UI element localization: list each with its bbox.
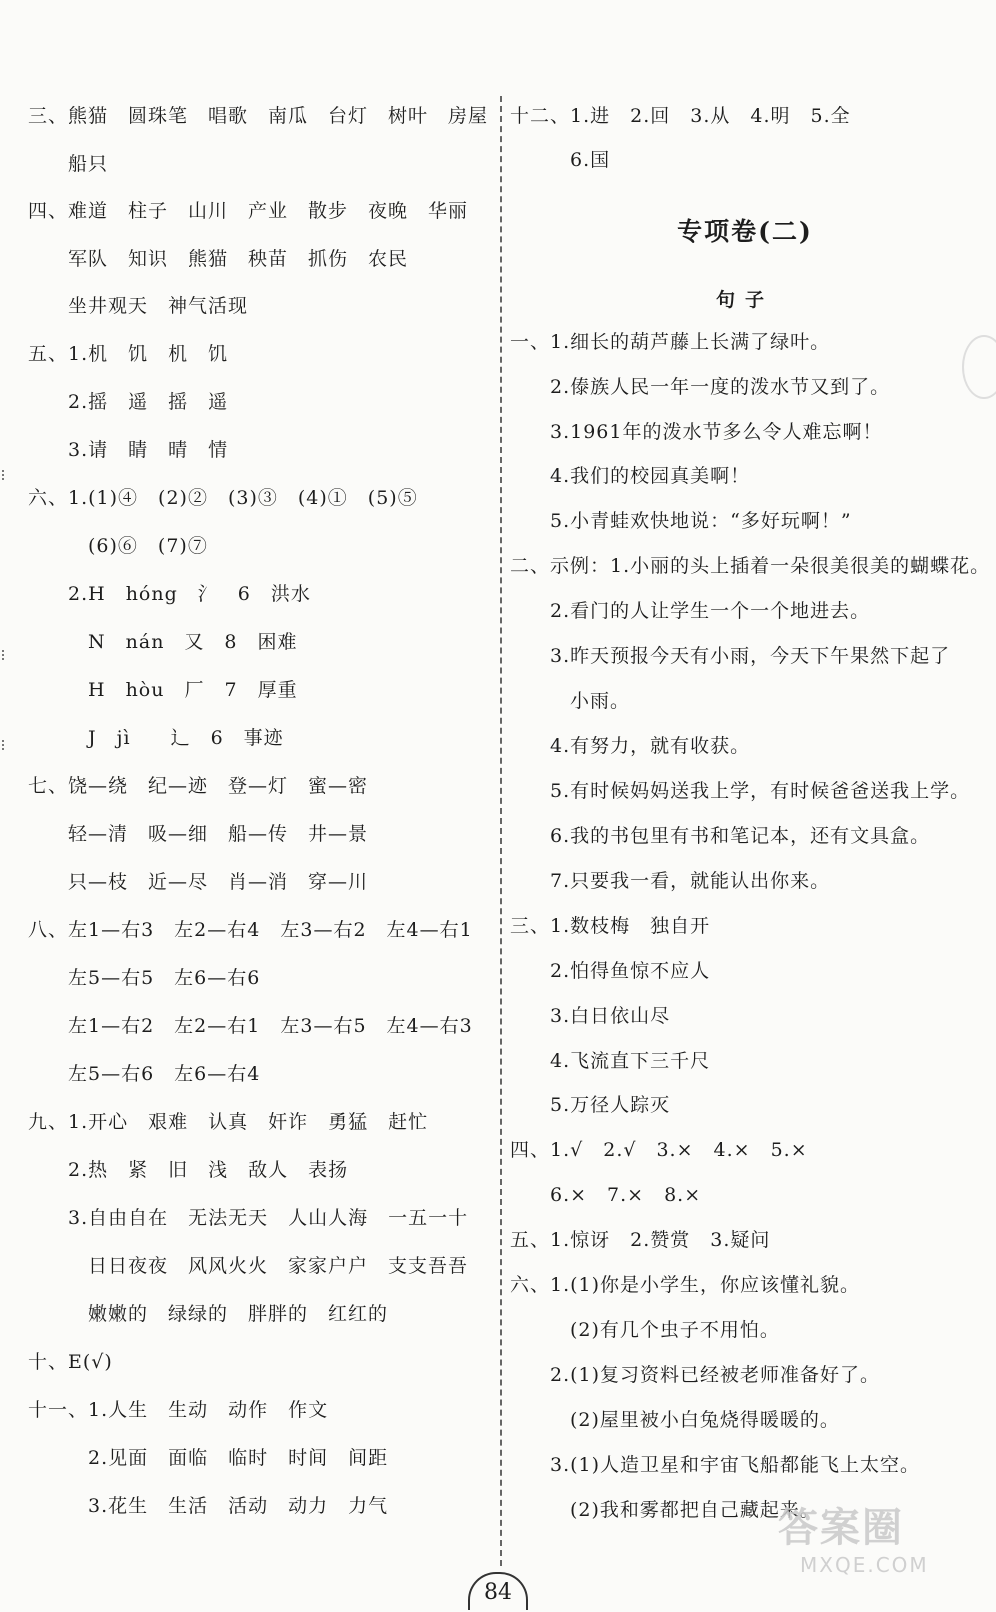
answer-line: 只—枝 近—尽 肖—消 穿—川 xyxy=(28,871,369,893)
answer-line: 6.我的书包里有书和笔记本，还有文具盒。 xyxy=(510,825,931,847)
answer-line: (2)有几个虫子不用怕。 xyxy=(510,1319,780,1341)
answer-line: 2.H hóng 氵 6 洪水 xyxy=(28,583,311,605)
answer-line: 6.国 xyxy=(510,149,611,171)
answer-line: 四、1.√ 2.√ 3.× 4.× 5.× xyxy=(510,1139,808,1161)
watermark-url: MXQE.COM xyxy=(800,1553,929,1577)
answer-line: 坐井观天 神气活现 xyxy=(28,295,249,317)
answer-line: 左5—右5 左6—右6 xyxy=(28,967,261,989)
answer-line: 十一、1.人生 生动 动作 作文 xyxy=(28,1399,329,1421)
answer-line: 2.(1)复习资料已经被老师准备好了。 xyxy=(510,1364,881,1386)
answer-line: 五、1.机 饥 机 饥 xyxy=(28,343,229,365)
answer-line: H hòu 厂 7 厚重 xyxy=(28,679,298,701)
answer-line: 左5—右6 左6—右4 xyxy=(28,1063,261,1085)
answer-line: 日日夜夜 风风火火 家家户户 支支吾吾 xyxy=(28,1255,469,1277)
answer-line: 五、1.惊讶 2.赞赏 3.疑问 xyxy=(510,1229,771,1251)
answer-line: 3.(1)人造卫星和宇宙飞船都能飞上太空。 xyxy=(510,1454,921,1476)
binding-mark xyxy=(2,470,6,480)
answer-line: 九、1.开心 艰难 认真 奸诈 勇猛 赶忙 xyxy=(28,1111,429,1133)
answer-line: 左1—右2 左2—右1 左3—右5 左4—右3 xyxy=(28,1015,473,1037)
page-edge-icon xyxy=(962,335,996,399)
answer-line: 二、示例：1.小丽的头上插着一朵很美很美的蝴蝶花。 xyxy=(510,555,991,577)
column-divider xyxy=(500,96,502,1566)
answer-line: 小雨。 xyxy=(510,690,631,712)
answer-line: 军队 知识 熊猫 秧苗 抓伤 农民 xyxy=(28,248,409,270)
answer-line: 3.自由自在 无法无天 人山人海 一五一十 xyxy=(28,1207,469,1229)
answer-line: 2.摇 遥 摇 遥 xyxy=(28,391,229,413)
answer-line: 一、1.细长的葫芦藤上长满了绿叶。 xyxy=(510,331,831,353)
answer-line: 4.飞流直下三千尺 xyxy=(510,1050,711,1072)
answer-line: 6.× 7.× 8.× xyxy=(510,1184,702,1206)
answer-line: 八、左1—右3 左2—右4 左3—右2 左4—右1 xyxy=(28,919,473,941)
answer-line: 轻—清 吸—细 船—传 井—景 xyxy=(28,823,369,845)
answer-line: 2.见面 面临 临时 时间 间距 xyxy=(28,1447,389,1469)
watermark-logo-text: 答案圈 xyxy=(778,1505,904,1551)
answer-line: 5.万径人踪灭 xyxy=(510,1094,671,1116)
answer-line: 4.有努力，就有收获。 xyxy=(510,735,751,757)
answer-line: 2.傣族人民一年一度的泼水节又到了。 xyxy=(510,376,891,398)
binding-mark xyxy=(2,650,6,660)
answer-line: (2)我和雾都把自己藏起来。 xyxy=(510,1499,820,1521)
answer-line: 十二、1.进 2.回 3.从 4.明 5.全 xyxy=(510,105,851,127)
answer-line: 3.花生 生活 活动 动力 力气 xyxy=(28,1495,389,1517)
answer-line: 3.1961年的泼水节多么令人难忘啊！ xyxy=(510,421,883,443)
answer-line: (2)屋里被小白兔烧得暖暖的。 xyxy=(510,1409,840,1431)
answer-line: 2.看门的人让学生一个一个地进去。 xyxy=(510,600,871,622)
answer-line: 2.怕得鱼惊不应人 xyxy=(510,960,711,982)
answer-line: 六、1.(1)你是小学生，你应该懂礼貌。 xyxy=(510,1274,861,1296)
answer-line: (6)⑥ (7)⑦ xyxy=(28,535,208,557)
answer-line: 5.小青蛙欢快地说：“多好玩啊！” xyxy=(510,510,852,532)
answer-line: 5.有时候妈妈送我上学，有时候爸爸送我上学。 xyxy=(510,780,971,802)
answer-line: 4.我们的校园真美啊！ xyxy=(510,465,751,487)
answer-line: 三、1.数枝梅 独自开 xyxy=(510,915,711,937)
answer-line: 三、熊猫 圆珠笔 唱歌 南瓜 台灯 树叶 房屋 xyxy=(28,105,489,127)
section-subtitle: 句子 xyxy=(715,289,774,311)
page-number: 84 xyxy=(468,1572,528,1610)
answer-line: 十、E(√) xyxy=(28,1351,113,1373)
answer-line: 2.热 紧 旧 浅 敌人 表扬 xyxy=(28,1159,349,1181)
answer-line: 7.只要我一看，就能认出你来。 xyxy=(510,870,831,892)
answer-line: 船只 xyxy=(28,153,109,175)
answer-line: 六、1.(1)④ (2)② (3)③ (4)① (5)⑤ xyxy=(28,487,418,509)
watermark xyxy=(778,1496,978,1588)
answer-line: N nán 又 8 困难 xyxy=(28,631,298,653)
answer-line: 七、饶—绕 纪—迹 登—灯 蜜—密 xyxy=(28,775,369,797)
answer-line: 四、难道 柱子 山川 产业 散步 夜晚 华丽 xyxy=(28,200,469,222)
answer-line: 嫩嫩的 绿绿的 胖胖的 红红的 xyxy=(28,1303,389,1325)
answer-line: 3.请 睛 晴 情 xyxy=(28,439,229,461)
answer-line: 3.昨天预报今天有小雨，今天下午果然下起了 xyxy=(510,645,951,667)
answer-line: 3.白日依山尽 xyxy=(510,1005,671,1027)
section-title: 专项卷(二) xyxy=(677,217,813,246)
binding-mark xyxy=(2,740,6,750)
answer-line: J jì 辶 6 事迹 xyxy=(28,727,284,749)
